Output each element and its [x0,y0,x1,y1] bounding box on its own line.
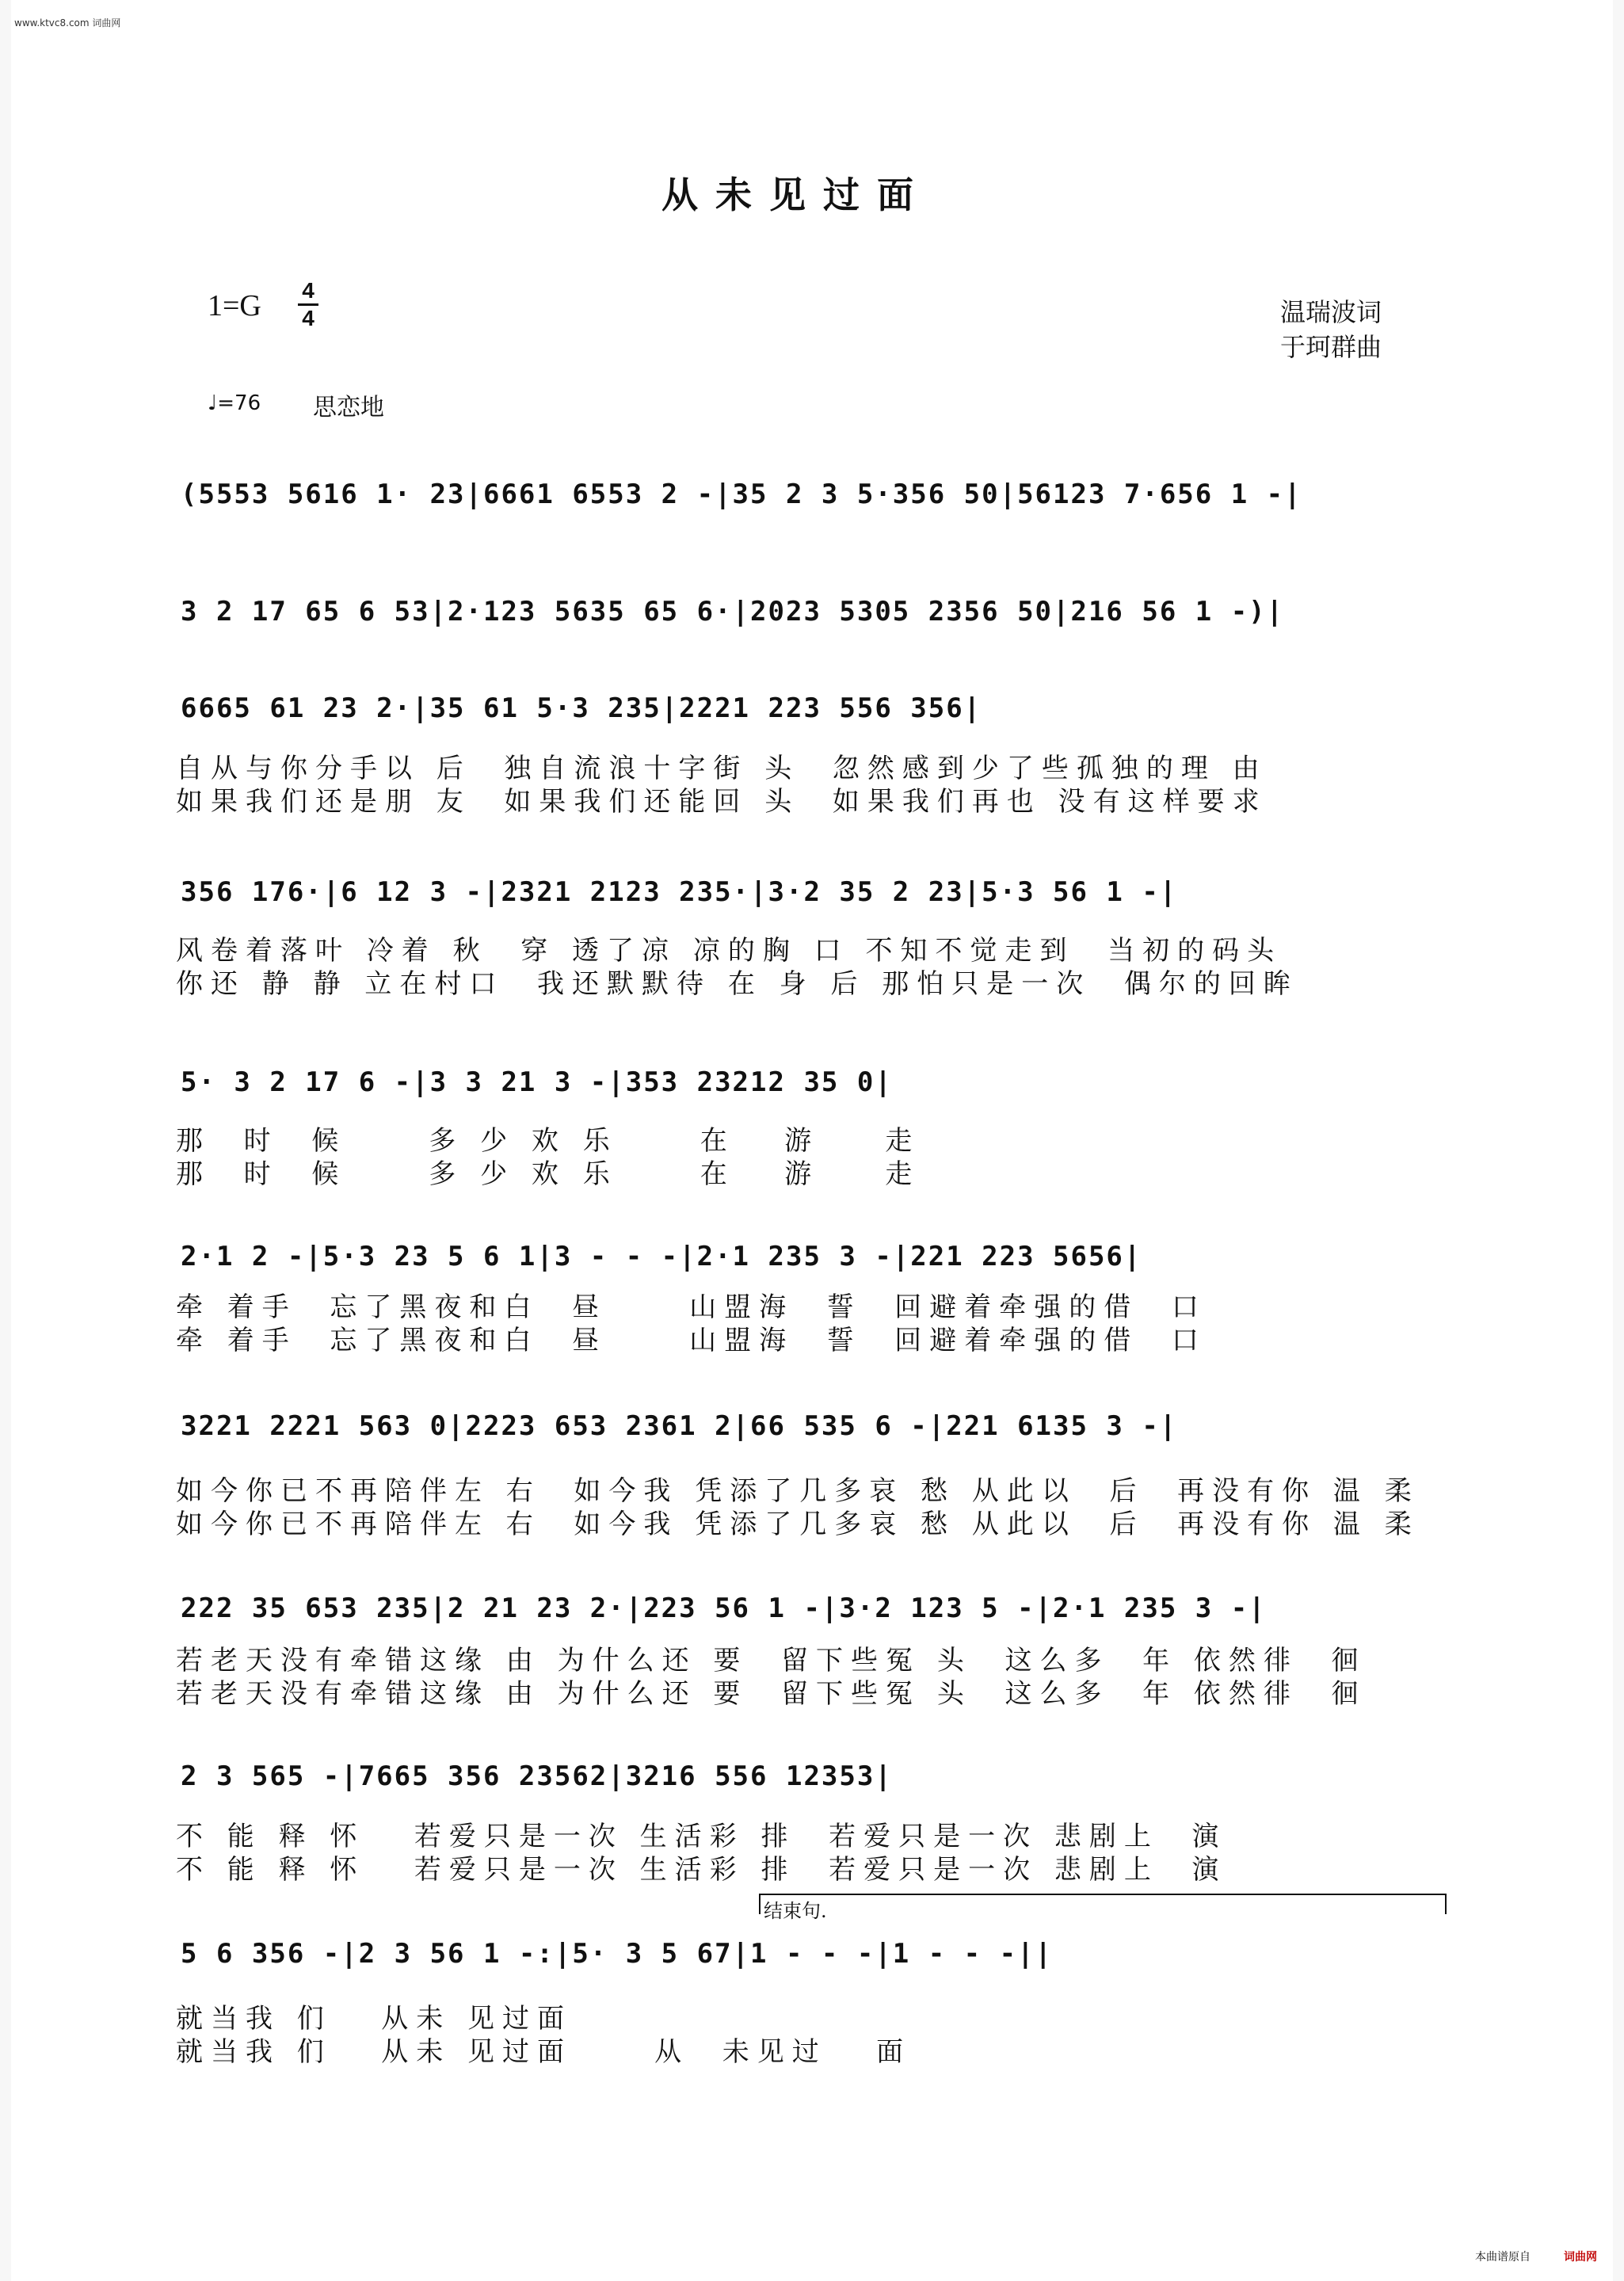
score-row-10-notes: 5 6 356 -|2 3 56 1 -:|5· 3 5 67|1 - - -|1 - - -|| [181,1938,1054,1970]
left-margin-strip [0,0,11,2281]
score-row-9-lyric-1: 不 能 释 怀 若爱只是一次 生活彩 排 若爱只是一次 悲剧上 演 [176,1821,1227,1852]
tempo-marking: ♩=76 [208,391,261,415]
score-row-10-lyric-1: 就当我 们 从未 见过面 [176,2003,573,2035]
score-row-5-lyric-2: 那 时 候 多 少 欢 乐 在 游 走 [176,1158,921,1190]
score-row-7-lyric-2: 如今你已不再陪伴左 右 如今我 凭添了几多哀 愁 从此以 后 再没有你 温 柔 [176,1509,1420,1540]
time-signature-top: 4 [302,278,315,303]
page-title: 从未见过面 [661,174,931,216]
time-signature-bottom: 4 [302,306,315,330]
watermark-text: www.ktvc8.com 词曲网 [14,17,121,29]
score-row-4-lyric-1: 风卷着落叶 冷着 秋 穿 透了凉 凉的胸 口 不知不觉走到 当初的码头 [176,935,1283,967]
footer-source-text: 本曲谱原自 [1475,2251,1531,2264]
score-row-2-notes: 3 2 17 65 6 53|2·123 5635 65 6·|2023 5305 2356 50|216 56 1 -)| [181,596,1285,627]
score-row-4-notes: 356 176·|6 12 3 -|2321 2123 235·|3·2 35 2 23|5·3 56 1 -| [181,876,1178,908]
score-row-5-lyric-1: 那 时 候 多 少 欢 乐 在 游 走 [176,1125,921,1157]
footer-brand-logo: 词曲网 [1564,2251,1597,2264]
time-signature [296,279,320,330]
score-row-3-lyric-1: 自从与你分手以 后 独自流浪十字街 头 忽然感到少了些孤独的理 由 [176,753,1268,784]
score-row-9-lyric-2: 不 能 释 怀 若爱只是一次 生活彩 排 若爱只是一次 悲剧上 演 [176,1854,1227,1886]
score-row-6-notes: 2·1 2 -|5·3 23 5 6 1|3 - - -|2·1 235 3 -|221 223 5656| [181,1241,1142,1272]
composer-credit: 于珂群曲 [1280,332,1382,362]
lyricist-credit: 温瑞波词 [1280,297,1382,327]
right-margin-strip [1613,0,1624,2281]
score-row-6-lyric-1: 牵 着手 忘了黑夜和白 昼 山盟海 誓 回避着牵强的借 口 [176,1291,1207,1323]
score-row-7-lyric-1: 如今你已不再陪伴左 右 如今我 凭添了几多哀 愁 从此以 后 再没有你 温 柔 [176,1475,1420,1507]
score-row-1-notes: (5553 5616 1· 23|6661 6553 2 -|35 2 3 5·356 50|56123 7·656 1 -| [181,479,1302,510]
ending-bracket [759,1894,1447,1914]
ending-label: 结束句. [764,1900,827,1922]
score-row-6-lyric-2: 牵 着手 忘了黑夜和白 昼 山盟海 誓 回避着牵强的借 口 [176,1325,1207,1356]
mood-marking: 思恋地 [313,394,384,421]
score-row-8-notes: 222 35 653 235|2 21 23 2·|223 56 1 -|3·2 123 5 -|2·1 235 3 -| [181,1593,1267,1624]
score-row-9-notes: 2 3 565 -|7665 356 23562|3216 556 12353| [181,1760,893,1792]
score-row-10-lyric-2: 就当我 们 从未 见过面 从 未见过 面 [176,2036,912,2068]
score-row-5-notes: 5· 3 2 17 6 -|3 3 21 3 -|353 23212 35 0| [181,1066,893,1098]
score-row-7-notes: 3221 2221 563 0|2223 653 2361 2|66 535 6 -|221 6135 3 -| [181,1410,1178,1442]
score-row-3-lyric-2: 如果我们还是朋 友 如果我们还能回 头 如果我们再也 没有这样要求 [176,786,1268,818]
score-row-3-notes: 6665 61 23 2·|35 61 5·3 235|2221 223 556 356| [181,692,982,724]
key-signature: 1=G [208,289,261,322]
score-row-8-lyric-1: 若老天没有牵错这缘 由 为什么还 要 留下些冤 头 这么多 年 依然徘 徊 [176,1645,1367,1676]
score-row-4-lyric-2: 你还 静 静 立在村口 我还默默待 在 身 后 那怕只是一次 偶尔的回眸 [176,968,1298,1000]
score-row-8-lyric-2: 若老天没有牵错这缘 由 为什么还 要 留下些冤 头 这么多 年 依然徘 徊 [176,1678,1367,1710]
credits [1280,295,1382,364]
